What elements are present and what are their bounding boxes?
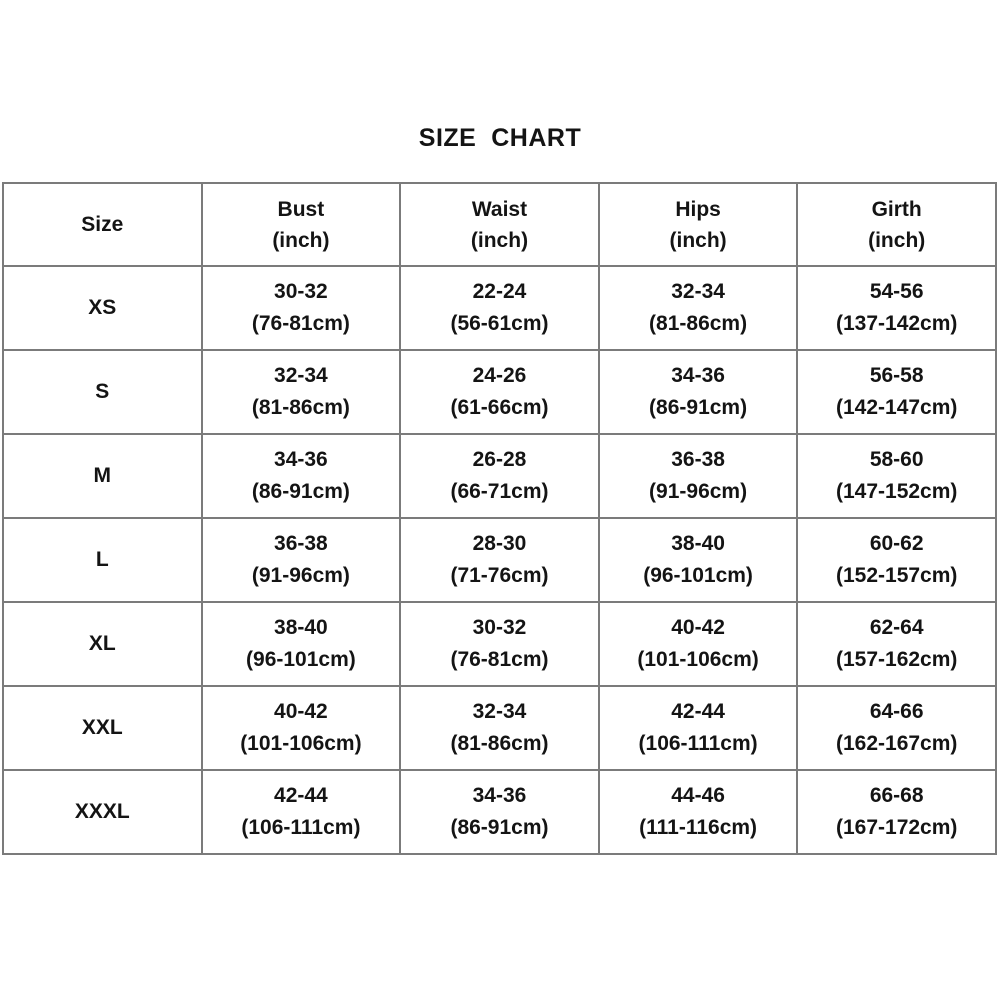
measurement-cell xyxy=(797,434,996,518)
cm-range: (91-96cm) xyxy=(649,480,748,503)
inch-range: 32-34 xyxy=(472,700,527,723)
measurement-cell xyxy=(599,686,798,770)
column-header-unit: (inch) xyxy=(470,228,529,252)
column-header-label: Bust xyxy=(277,197,325,221)
table-row xyxy=(3,434,996,518)
inch-range: 40-42 xyxy=(274,700,328,723)
cm-range: (111-116cm) xyxy=(639,816,758,839)
inch-range: 56-58 xyxy=(869,364,924,387)
inch-range: 38-40 xyxy=(671,532,725,555)
column-header-label: Waist xyxy=(471,197,528,221)
cm-range: (106-111cm) xyxy=(638,732,758,755)
inch-range: 42-44 xyxy=(671,700,725,723)
size-table-body xyxy=(3,266,996,854)
cm-range: (152-157cm) xyxy=(835,564,958,587)
column-header-unit: (inch) xyxy=(272,228,330,252)
inch-range: 30-32 xyxy=(274,280,328,303)
measurement-cell xyxy=(202,770,401,854)
measurement-cell xyxy=(202,350,401,434)
inch-range: 62-64 xyxy=(869,616,924,639)
cm-range: (101-106cm) xyxy=(240,732,362,755)
table-row xyxy=(3,602,996,686)
measurement-cell xyxy=(599,602,798,686)
inch-range: 36-38 xyxy=(274,532,328,555)
cm-range: (86-91cm) xyxy=(251,480,350,503)
column-header-unit: (inch) xyxy=(669,228,727,252)
inch-range: 34-36 xyxy=(472,784,527,807)
cm-range: (71-76cm) xyxy=(450,564,549,587)
cm-range: (81-86cm) xyxy=(450,732,549,755)
size-label: L xyxy=(3,518,202,602)
cm-range: (81-86cm) xyxy=(251,396,350,419)
measurement-cell xyxy=(797,350,996,434)
size-label: XL xyxy=(3,602,202,686)
size-label: XXL xyxy=(3,686,202,770)
cm-range: (96-101cm) xyxy=(246,648,356,671)
cm-range: (106-111cm) xyxy=(241,816,361,839)
table-row xyxy=(3,518,996,602)
column-header-girth xyxy=(797,183,996,266)
measurement-cell xyxy=(599,434,798,518)
cm-range: (96-101cm) xyxy=(643,564,753,587)
measurement-cell xyxy=(797,266,996,350)
cm-range: (157-162cm) xyxy=(835,648,958,671)
table-row xyxy=(3,686,996,770)
inch-range: 60-62 xyxy=(869,532,924,555)
inch-range: 22-24 xyxy=(472,280,527,303)
size-label: XXXL xyxy=(3,770,202,854)
inch-range: 30-32 xyxy=(472,616,527,639)
measurement-cell xyxy=(400,602,599,686)
inch-range: 64-66 xyxy=(869,700,924,723)
column-header-label: Size xyxy=(81,213,124,236)
measurement-cell xyxy=(599,266,798,350)
inch-range: 66-68 xyxy=(869,784,924,807)
measurement-cell xyxy=(400,434,599,518)
inch-range: 58-60 xyxy=(869,448,924,471)
cm-range: (137-142cm) xyxy=(835,312,958,335)
table-header-row xyxy=(3,183,996,266)
cm-range: (147-152cm) xyxy=(835,480,958,503)
table-row xyxy=(3,266,996,350)
inch-range: 32-34 xyxy=(671,280,725,303)
measurement-cell xyxy=(202,518,401,602)
measurement-cell xyxy=(599,770,798,854)
cm-range: (81-86cm) xyxy=(649,312,748,335)
column-header-size xyxy=(3,183,202,266)
measurement-cell xyxy=(797,602,996,686)
measurement-cell xyxy=(797,686,996,770)
cm-range: (66-71cm) xyxy=(450,480,549,503)
measurement-cell xyxy=(202,602,401,686)
inch-range: 38-40 xyxy=(274,616,328,639)
size-chart-table xyxy=(2,182,997,855)
inch-range: 34-36 xyxy=(671,364,725,387)
inch-range: 54-56 xyxy=(869,280,924,303)
inch-range: 40-42 xyxy=(671,616,725,639)
column-header-label: Hips xyxy=(675,197,721,221)
column-header-waist xyxy=(400,183,599,266)
table-row xyxy=(3,770,996,854)
inch-range: 36-38 xyxy=(671,448,725,471)
measurement-cell xyxy=(202,434,401,518)
measurement-cell xyxy=(202,266,401,350)
cm-range: (61-66cm) xyxy=(450,396,549,419)
cm-range: (76-81cm) xyxy=(450,648,549,671)
cm-range: (142-147cm) xyxy=(835,396,958,419)
size-label: M xyxy=(3,434,202,518)
cm-range: (86-91cm) xyxy=(450,816,549,839)
cm-range: (101-106cm) xyxy=(637,648,759,671)
measurement-cell xyxy=(400,686,599,770)
inch-range: 34-36 xyxy=(274,448,328,471)
measurement-cell xyxy=(797,518,996,602)
inch-range: 42-44 xyxy=(274,784,328,807)
inch-range: 28-30 xyxy=(472,532,527,555)
measurement-cell xyxy=(599,350,798,434)
measurement-cell xyxy=(797,770,996,854)
table-row xyxy=(3,350,996,434)
cm-range: (86-91cm) xyxy=(649,396,748,419)
inch-range: 32-34 xyxy=(274,364,328,387)
cm-range: (162-167cm) xyxy=(835,732,958,755)
measurement-cell xyxy=(599,518,798,602)
column-header-label: Girth xyxy=(871,197,922,221)
size-label: XS xyxy=(3,266,202,350)
cm-range: (91-96cm) xyxy=(251,564,350,587)
cm-range: (56-61cm) xyxy=(450,312,549,335)
page-title: SIZE CHART xyxy=(418,124,582,152)
column-header-unit: (inch) xyxy=(868,228,926,252)
measurement-cell xyxy=(202,686,401,770)
measurement-cell xyxy=(400,350,599,434)
measurement-cell xyxy=(400,266,599,350)
inch-range: 44-46 xyxy=(671,784,725,807)
measurement-cell xyxy=(400,770,599,854)
cm-range: (167-172cm) xyxy=(835,816,958,839)
cm-range: (76-81cm) xyxy=(251,312,350,335)
column-header-bust xyxy=(202,183,401,266)
measurement-cell xyxy=(400,518,599,602)
inch-range: 24-26 xyxy=(472,364,527,387)
inch-range: 26-28 xyxy=(472,448,527,471)
column-header-hips xyxy=(599,183,798,266)
size-label: S xyxy=(3,350,202,434)
